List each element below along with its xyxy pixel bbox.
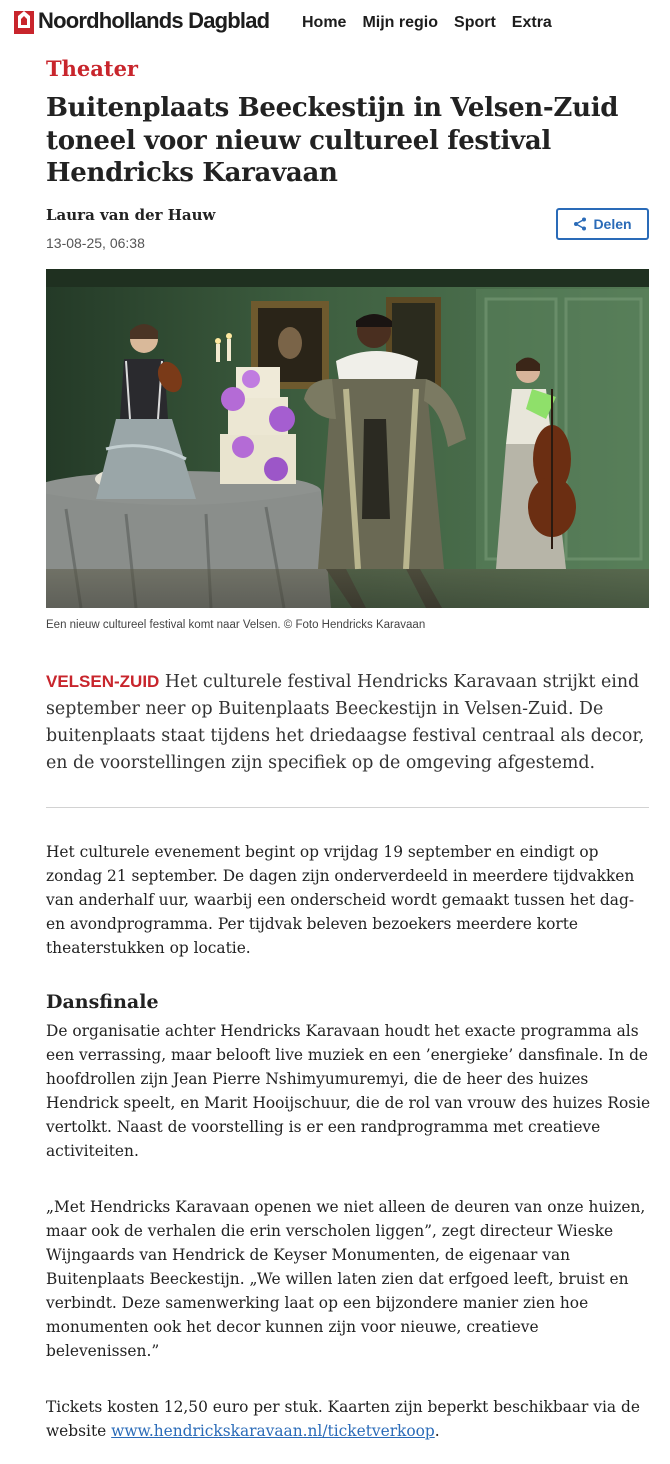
paragraph-3: „Met Hendricks Karavaan openen we niet alleen de deuren van onze huizen, maar ook de verhalen die erin verscholen liggen”, zegt directeur Wieske Wijngaards van Hendrick de Keyser Monumenten, de eigenaar van Buitenplaats Beeckestijn. „We willen laten zien dat erfgoed leeft, bruist en verbindt. Deze samenwerking laat op een bijzondere manier zien hoe monumenten ook het decor kunnen zijn voor nieuwe, creatieve belevenissen.” [46,1198,646,1360]
dateline: VELSEN-ZUID [46,672,160,691]
ticket-link[interactable]: www.hendrickskaravaan.nl/ticketverkoop [111,1422,435,1440]
nav-extra[interactable]: Extra [511,14,552,31]
nav-sport[interactable]: Sport [454,14,496,31]
article-date: 13-08-25, 06:38 [46,235,145,251]
paragraph-4-end: . [434,1422,440,1440]
lead-text: Het culturele festival Hendricks Karavaan strijkt eind september neer op Buitenplaats Beeckestijn in Velsen-Zuid. De buitenplaats staat tijdens het driedaagse festival centraal als decor, en de voorstellingen zijn specifiek op de omgeving afgestemd. [46,672,645,773]
site-header [0,0,670,50]
photo-caption: Een nieuw cultureel festival komt naar Velsen. © Foto Hendricks Karavaan [46,619,426,631]
paragraph-1: Het culturele evenement begint op vrijdag 19 september en eindigt op zondag 21 september. De dagen zijn onderverdeeld in meerdere tijdvakken van anderhalf uur, waarbij een onderscheid wordt gemaakt tussen het dag- en avondprogramma. Per tijdvak beleven bezoekers meerdere korte theaterstukken op locatie. [46,843,635,957]
subheading-dansfinale: Dansfinale [46,991,159,1013]
article-photo[interactable] [46,269,649,608]
logo-text: Noordhollands Dagblad [38,8,270,33]
article-title: Buitenplaats Beeckestijn in Velsen-Zuid toneel voor nieuw cultureel festival Hendricks Karavaan [46,93,619,188]
share-label: Delen [593,216,632,232]
divider [46,807,649,808]
paragraph-2: De organisatie achter Hendricks Karavaan houdt het exacte programma als een verrassing, maar belooft live muziek en een ’energieke’ dansfinale. In de hoofdrollen zijn Jean Pierre Nshimyumuremyi, die de heer des huizes Hendrick speelt, en Marit Hooijschuur, die de rol van vrouw des huizes Rosie vertolkt. Naast de voorstelling is er een randprogramma met creatieve activiteiten. [46,1022,651,1160]
nav-home[interactable]: Home [302,14,347,31]
article-lead [46,668,650,777]
article-kicker[interactable]: Theater [46,56,138,81]
article-author[interactable]: Laura van der Hauw [46,206,216,224]
paragraph-4 [46,1395,652,1443]
share-icon [573,217,587,231]
site-logo[interactable] [14,8,269,34]
paragraph-4-text: Tickets kosten 12,50 euro per stuk. Kaarten zijn beperkt beschikbaar via de website [46,1398,640,1440]
nav-mijn-regio[interactable]: Mijn regio [362,14,439,31]
share-button[interactable] [556,208,649,240]
logo-mark-icon [14,8,34,34]
main-nav [302,14,552,32]
